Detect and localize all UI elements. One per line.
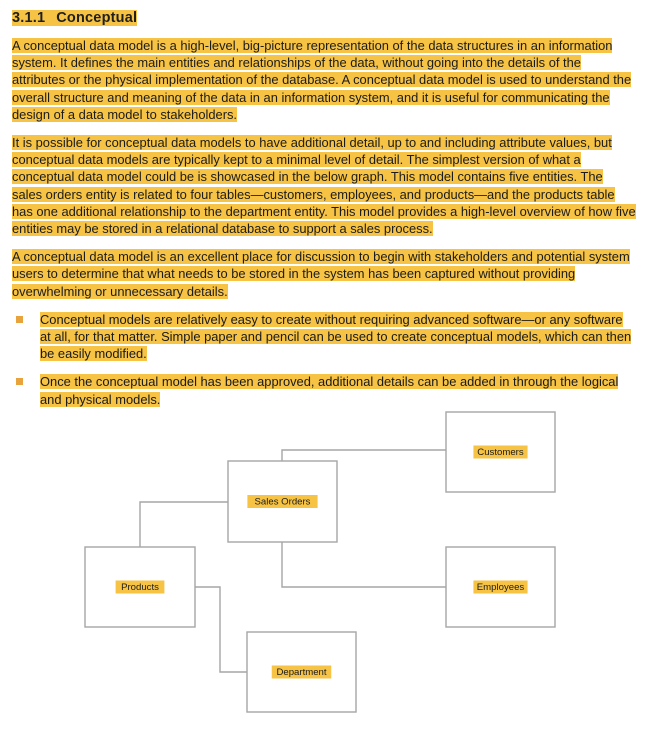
list-item xyxy=(12,311,636,363)
bullet-square-icon xyxy=(16,378,23,385)
relationship-line-sales_orders-customers xyxy=(282,450,446,461)
paragraph-2 xyxy=(12,134,636,237)
paragraph-3 xyxy=(12,248,636,300)
entity-employees[interactable] xyxy=(446,547,555,627)
entity-label-sales_orders: Sales Orders xyxy=(254,496,311,508)
paragraph-3-text: A conceptual data model is an excellent place for discussion to begin with stakeholders and potential system users to determine that what needs to be stored in the system has been captured without providing overwhelming or unnecessary details. xyxy=(12,249,630,299)
conceptual-data-model-diagram xyxy=(0,400,648,733)
section-heading xyxy=(12,9,636,28)
section-heading-title: Conceptual xyxy=(56,10,138,26)
entity-boxes xyxy=(85,412,555,712)
list-item-text: Conceptual models are relatively easy to create without requiring advanced software—or any software at all, for that matter. Simple paper and pencil can be used to create conceptual models, which can then be easily modified. xyxy=(40,311,632,362)
paragraph-2-text: It is possible for conceptual data models to have additional detail, up to and including attribute values, but conceptual data models are typically kept to a minimal level of detail. The simplest version of what a conceptual data model could be is showcased in the below graph. This model contains five entities. The sales orders entity is related to four tables—customers, employees, and products—and the products table has one additional relationship to the department entity. This model provides a high-level overview of how five entities may be stored in a relational database to support a sales process. xyxy=(12,135,636,237)
section-heading-number: 3.1.1 xyxy=(12,10,46,26)
bullet-square-icon xyxy=(16,316,23,323)
entity-label-products: Products xyxy=(121,582,159,594)
entity-label-employees: Employees xyxy=(476,582,525,594)
paragraph-1-text: A conceptual data model is a high-level, big-picture representation of the data structures in an information system. It defines the main entities and relationships of the data, without going into the details of the attributes or the physical implementation of the database. A conceptual data model is used to understand the overall structure and meaning of the data in an information system, and it is useful for communicating the design of a data model to stakeholders. xyxy=(12,38,632,122)
entity-customers[interactable] xyxy=(446,412,555,492)
list-item-text: Once the conceptual model has been approved, additional details can be added in through the logical and physical models. xyxy=(40,374,619,407)
entity-sales_orders[interactable] xyxy=(228,461,337,542)
entity-label-customers: Customers xyxy=(477,447,524,459)
paragraph-1 xyxy=(12,37,636,123)
relationship-line-sales_orders-products xyxy=(140,502,228,547)
bullet-list xyxy=(12,311,636,408)
entity-label-department: Department xyxy=(276,667,327,679)
entity-department[interactable] xyxy=(247,632,356,712)
relationship-line-products-department xyxy=(195,587,247,672)
entity-products[interactable] xyxy=(85,547,195,627)
relationship-line-sales_orders-employees xyxy=(282,542,446,587)
